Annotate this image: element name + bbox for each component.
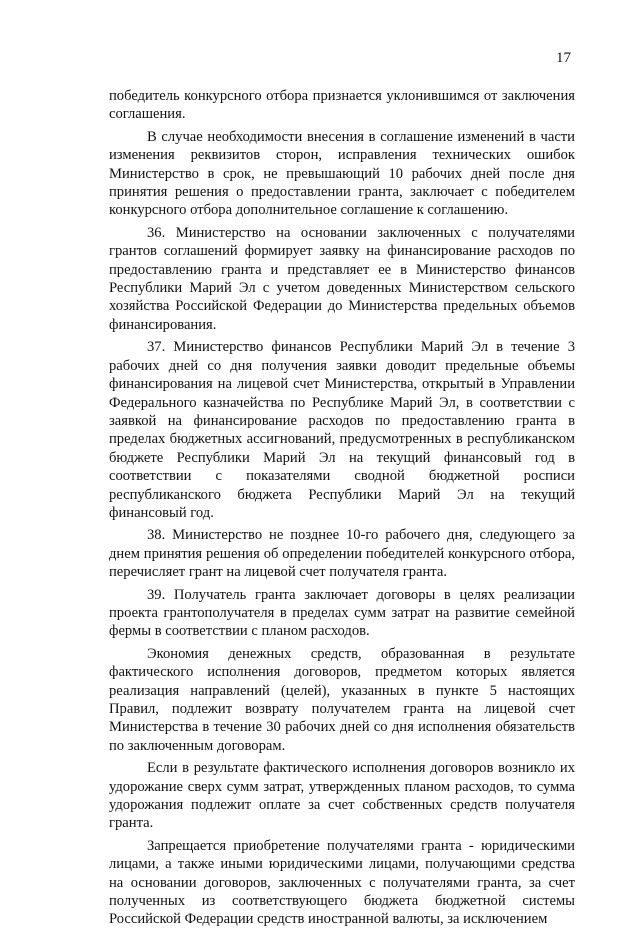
- paragraph-continuation: победитель конкурсного отбора признается уклонившимся от заключения соглашения.: [109, 88, 575, 123]
- paragraph-37: 37. Министерство финансов Республики Марий Эл в течение 3 рабочих дней со дня получения заявки доводит предельные объемы финансирования на лицевой счет Министерства, открытый в Управлении Федерального казначейства по Республике Марий Эл, в соответствии с заявкой на финансирование расходов по предоставлению гранта в пределах бюджетных ассигнований, предусмотренных в республиканском бюджете Республики Марий Эл на текущий финансовый год в соответствии с показателями сводной бюджетной росписи республиканского бюджета Республики Марий Эл на текущий финансовый год.: [109, 339, 575, 521]
- page-number: 17: [556, 50, 571, 66]
- paragraph-38: 38. Министерство не позднее 10-го рабочего дня, следующего за днем принятия решения об определении победителей конкурсного отбора, перечисляет грант на лицевой счет получателя гранта.: [109, 527, 575, 581]
- paragraph-amendment: В случае необходимости внесения в соглашение изменений в части изменения реквизитов сторон, исправления технических ошибок Министерство в срок, не превышающий 10 рабочих дней после дня принятия решения о предоставлении гранта, заключает с победителем конкурсного отбора дополнительное соглашение к соглашению.: [109, 128, 575, 219]
- paragraph-36: 36. Министерство на основании заключенных с получателями грантов соглашений формирует заявку на финансирование расходов по предоставлению гранта и представляет ее в Министерство финансов Республики Марий Эл с учетом доведенных Министерством сельского хозяйства Российской Федерации до Министерства предельных объемов финансирования.: [109, 224, 575, 333]
- paragraph-prohibition: Запрещается приобретение получателями гранта - юридическими лицами, а также иными юридическими лицами, получающими средства на основании договоров, заключенных с получателями гранта, за счет полученных из соответствующего бюджета бюджетной системы Российской Федерации средств иностранной валюты, за исключением: [109, 837, 575, 928]
- document-body: [109, 87, 575, 929]
- paragraph-39: 39. Получатель гранта заключает договоры в целях реализации проекта грантополучателя в пределах сумм затрат на развитие семейной фермы в соответствии с планом расходов.: [109, 586, 575, 640]
- paragraph-cost-increase: Если в результате фактического исполнения договоров возникло их удорожание сверх сумм затрат, утвержденных планом расходов, то сумма удорожания подлежит оплате за счет собственных средств получателя гранта.: [109, 760, 575, 832]
- paragraph-savings: Экономия денежных средств, образованная в результате фактического исполнения договоров, предметом которых является реализация направлений (целей), указанных в пункте 5 настоящих Правил, подлежит возврату получателем гранта на лицевой счет Министерства в течение 30 рабочих дней со дня исполнения обязательств по заключенным договорам.: [109, 645, 575, 754]
